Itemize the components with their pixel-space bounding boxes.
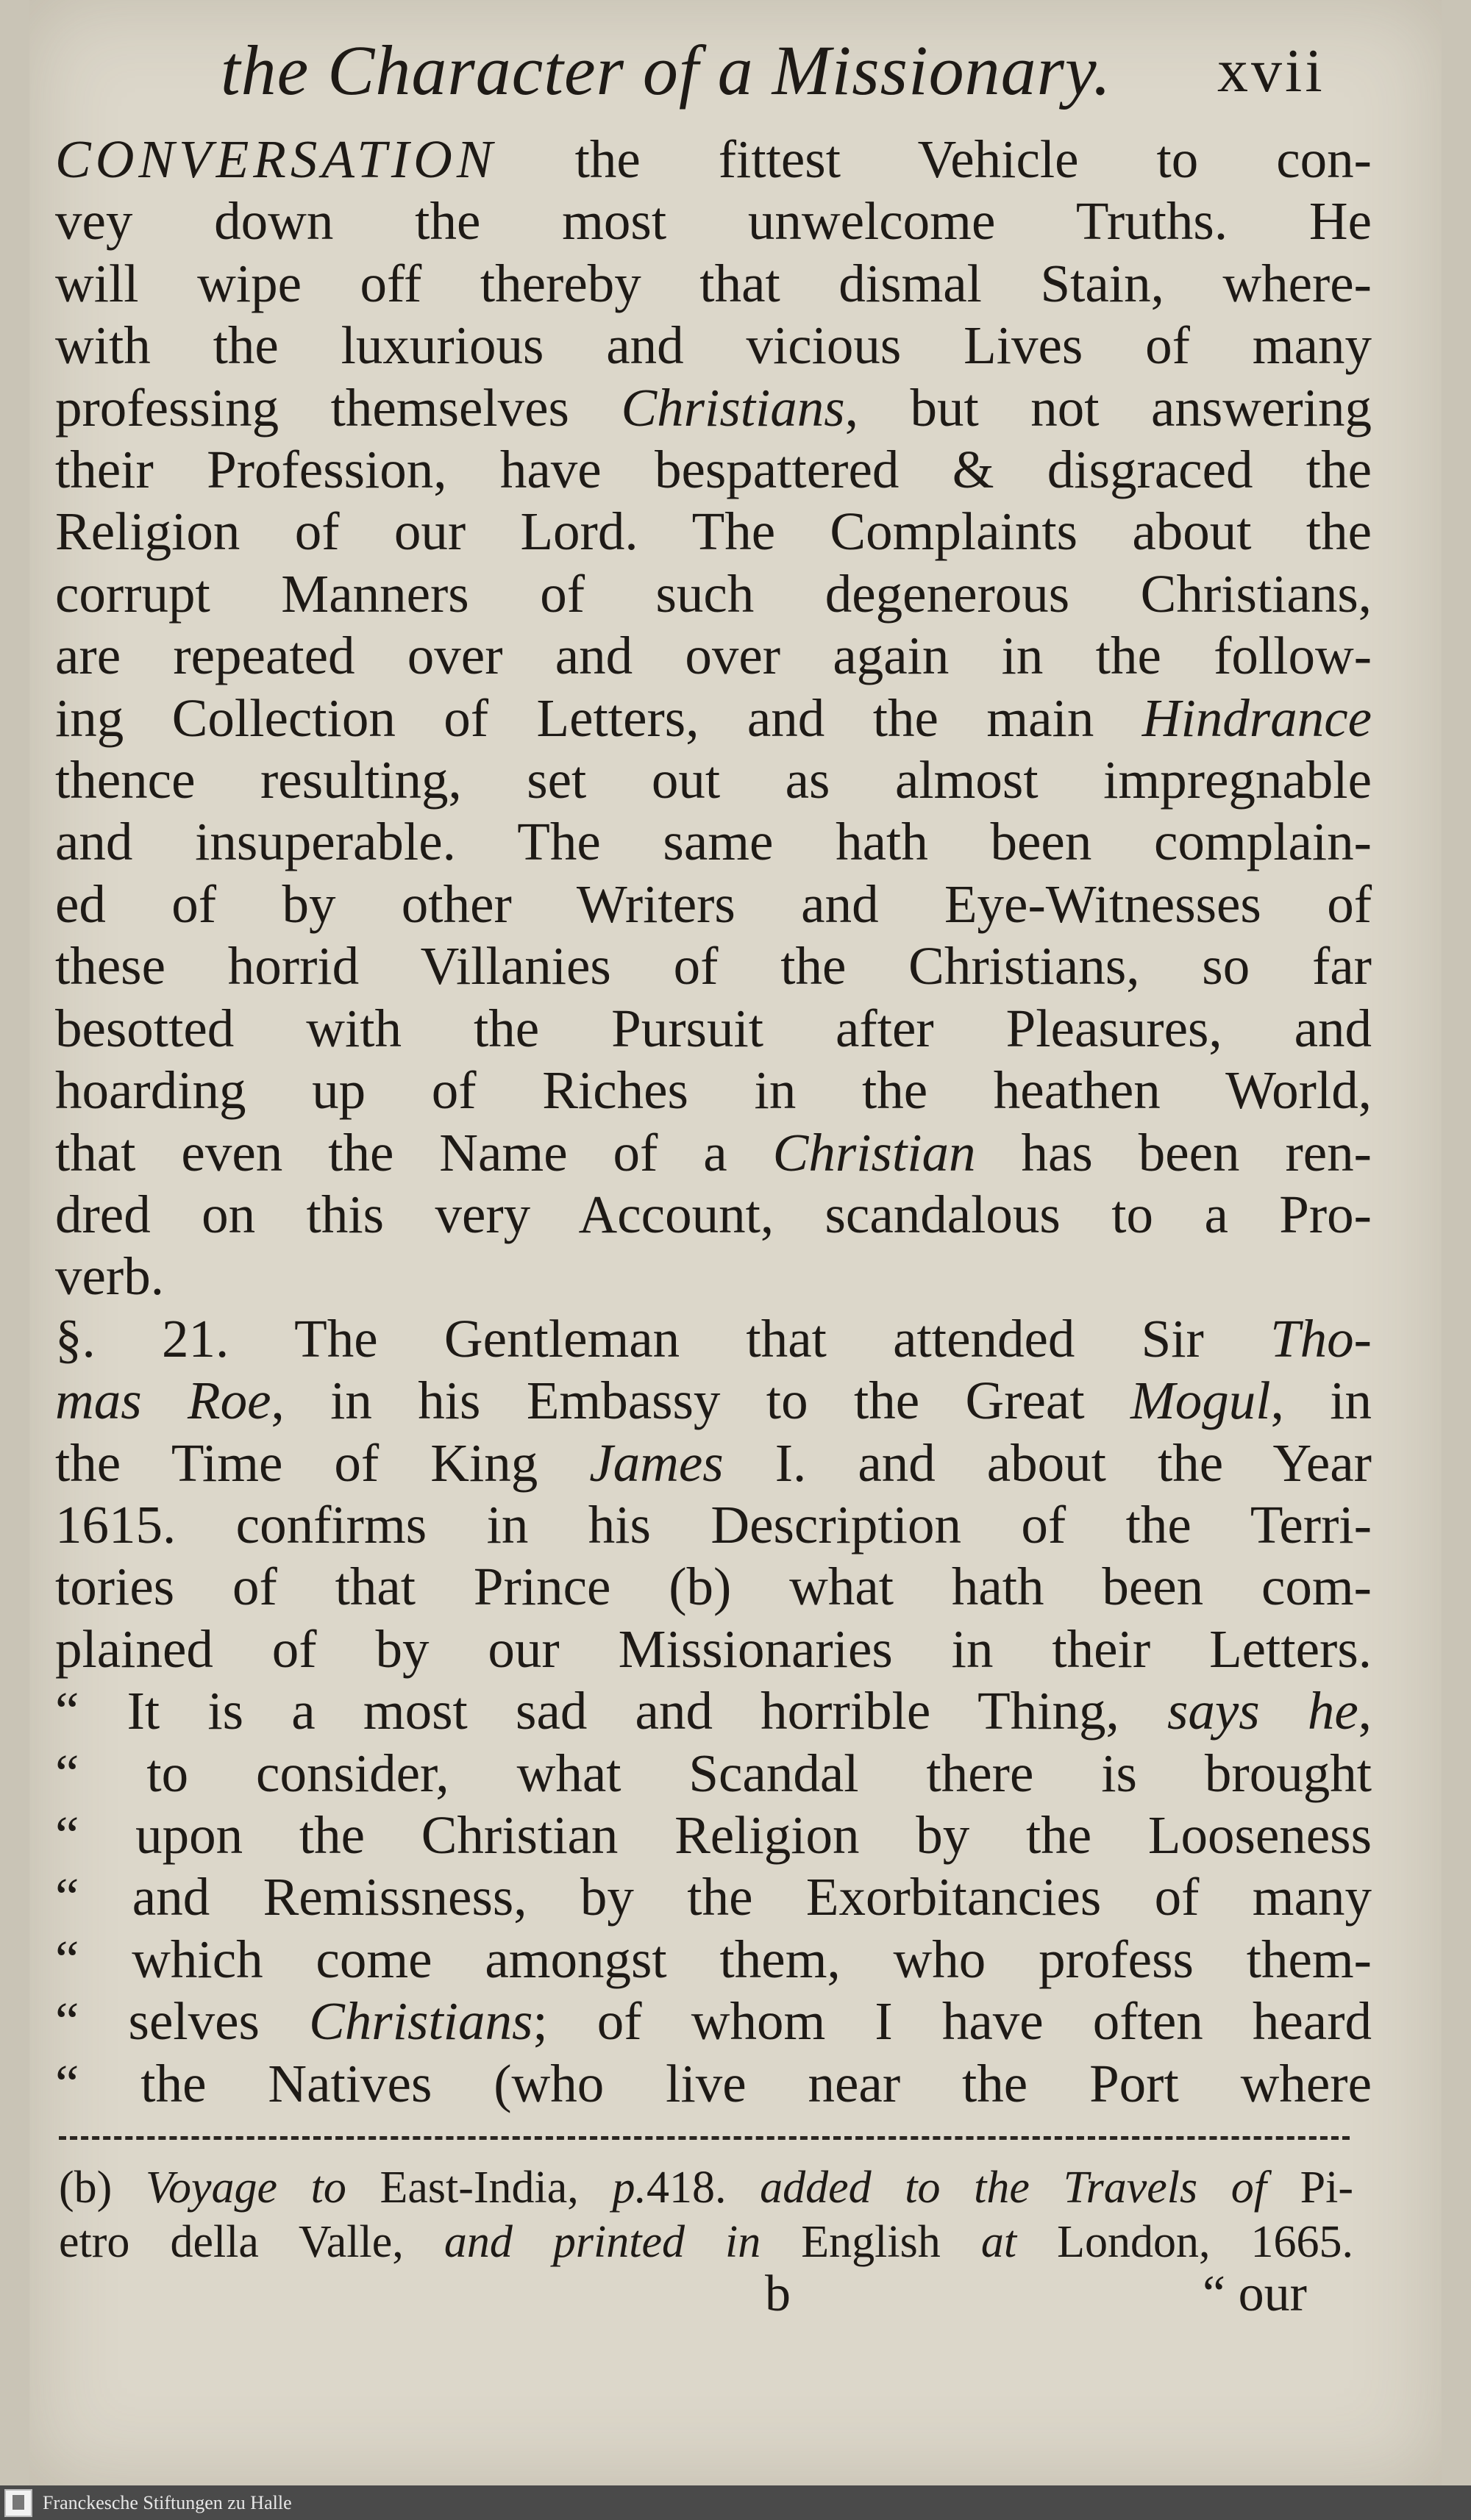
text-line: plained of by our Missionaries in their Letters. (55, 1618, 1372, 1679)
text-line: are repeated over and over again in the follow- (55, 626, 1372, 686)
text-line: verb. (55, 1246, 164, 1307)
text-line: “ upon the Christian Religion by the Looseness (55, 1805, 1372, 1865)
text-line: ed of by other Writers and Eye-Witnesses of (55, 874, 1372, 934)
text-line: hoarding up of Riches in the heathen World, (55, 1060, 1372, 1121)
catchword: “ our (1203, 2266, 1307, 2322)
running-title: the Character of a Missionary. (221, 31, 1112, 110)
text-line: “ It is a most sad and horrible Thing, says he, (55, 1681, 1372, 1741)
text-line: Religion of our Lord. The Complaints about the (55, 501, 1372, 562)
text-line: mas Roe, in his Embassy to the Great Mogul, in (55, 1371, 1372, 1431)
text-line: the Time of King James I. and about the Year (55, 1432, 1372, 1493)
text-line: 1615. confirms in his Description of the Terri- (55, 1494, 1372, 1555)
institution-logo-icon (4, 2489, 32, 2517)
text-line: besotted with the Pursuit after Pleasures, and (55, 998, 1372, 1058)
footnote-rule (59, 2136, 1350, 2140)
footer-bar (0, 2485, 1471, 2520)
text-line: dred on this very Account, scandalous to a Pro- (55, 1184, 1372, 1244)
text-line: with the luxurious and vicious Lives of many (55, 315, 1372, 376)
text-line: “ and Remissness, by the Exorbitancies of many (55, 1867, 1372, 1927)
book-page (29, 0, 1442, 2485)
text-line: “ to consider, what Scandal there is brought (55, 1743, 1372, 1803)
text-line: their Profession, have bespattered & disgraced the (55, 440, 1372, 500)
footnote-line-1: (b) Voyage to East-India, p.418. added to the Travels of Pi- (59, 2163, 1354, 2213)
text-line: tories of that Prince (b) what hath been com- (55, 1557, 1372, 1617)
page-number: xvii (1217, 37, 1325, 105)
text-line: “ which come amongst them, who profess them- (55, 1929, 1372, 1989)
text-line: §. 21. The Gentleman that attended Sir Tho- (55, 1308, 1372, 1368)
text-line: “ selves Christians; of whom I have often heard (55, 1991, 1372, 2052)
text-line: vey down the most unwelcome Truths. He (55, 191, 1372, 251)
page-header (29, 29, 1442, 125)
text-line: will wipe off thereby that dismal Stain, where- (55, 253, 1372, 313)
footer-institution-text: Franckesche Stiftungen zu Halle (43, 2492, 292, 2513)
text-line: ing Collection of Letters, and the main Hindrance (55, 688, 1372, 748)
text-line: and insuperable. The same hath been complain- (55, 812, 1372, 872)
text-line: professing themselves Christians, but not answering (55, 377, 1372, 438)
body-text (55, 129, 1372, 2115)
text-line: that even the Name of a Christian has been ren- (55, 1122, 1372, 1182)
text-line: these horrid Villanies of the Christians, so far (55, 936, 1372, 996)
text-line: “ the Natives (who live near the Port where (55, 2053, 1372, 2113)
footnote (59, 2160, 1353, 2269)
footnote-line-2: etro della Valle, and printed in English at London, 1665. (59, 2217, 1354, 2267)
text-line: thence resulting, set out as almost impregnable (55, 750, 1372, 810)
text-line: corrupt Manners of such degenerous Christians, (55, 563, 1372, 624)
signature-mark: b (765, 2266, 791, 2322)
text-line: CONVERSATION the fittest Vehicle to con- (55, 129, 1372, 189)
